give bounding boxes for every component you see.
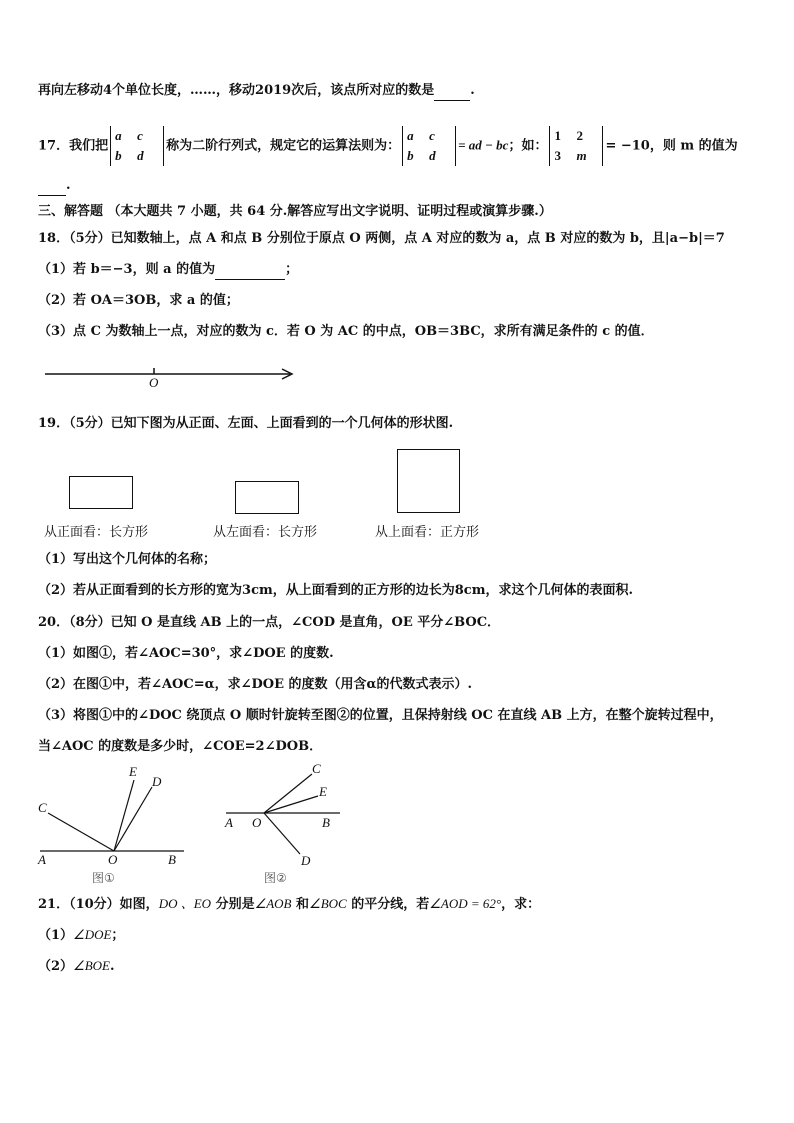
determinant-abcd-rule: a c b d [402, 126, 456, 166]
label-b: B [322, 815, 330, 830]
answer-blank [215, 261, 285, 280]
ray-oc [264, 774, 312, 813]
q20-stem: 20．（8分）已知 O 是直线 AB 上的一点，∠COD 是直角，OE 平分∠BOC． [38, 615, 501, 630]
answer-blank [434, 82, 470, 101]
label-e: E [129, 764, 137, 779]
q19-part1: （1）写出这个几何体的名称； [38, 552, 217, 567]
label-a: A [38, 852, 46, 867]
q21-stem: 21．（10分）如图，DO 、EO 分别是∠AOB 和∠BOC 的平分线，若∠AOD = 62°，求： [38, 896, 541, 912]
label-c: C [38, 800, 47, 815]
origin-label: O [149, 375, 159, 390]
q19-part2: （2）若从正面看到的长方形的宽为3cm，从上面看到的正方形的边长为8cm，求这个几何体的表面积. [38, 583, 634, 598]
q18-part3: （3）点 C 为数轴上一点，对应的数为 c．若 O 为 AC 的中点，OB＝3BC，求所有满足条件的 c 的值． [38, 324, 654, 339]
label-b: B [168, 852, 176, 867]
q21-part2: （2）∠BOE. [38, 958, 115, 974]
q20-part3a: （3）将图①中的∠DOC 绕顶点 O 顺时针旋转至图②的位置，且保持射线 OC 在直线 AB 上方，在整个旋转过程中， [38, 708, 723, 723]
determinant-abcd: a c b d [110, 126, 164, 166]
figure-2-caption: 图② [264, 871, 287, 885]
label-e: E [319, 784, 327, 799]
top-view-caption: 从上面看：正方形 [375, 525, 480, 540]
figure-2 [220, 760, 350, 888]
q17: 17．我们把a c b d称为二阶行列式，规定它的运算法则为：a c b d= ad − bc；如：1 2 3 m= −10，则 m 的值为 [38, 126, 738, 166]
label-d: D [152, 774, 162, 789]
label-o: O [108, 852, 118, 867]
front-view-rectangle [69, 476, 133, 509]
q18-part2: （2）若 OA＝3OB，求 a 的值； [38, 293, 239, 308]
label-o: O [252, 815, 262, 830]
ray-oe [114, 780, 134, 851]
label-c: C [312, 761, 321, 776]
q21-part1: （1）∠DOE； [38, 927, 125, 943]
front-view-caption: 从正面看：长方形 [44, 525, 149, 540]
left-view-rectangle [235, 481, 299, 514]
figure-1-caption: 图① [92, 871, 115, 885]
label-d: D [301, 853, 311, 868]
q18-stem: 18．（5分）已知数轴上，点 A 和点 B 分别位于原点 O 两侧，点 A 对应的数为 a，点 B 对应的数为 b，且|a−b|＝7 [38, 231, 725, 246]
top-view-square [397, 449, 460, 513]
label-a: A [225, 815, 233, 830]
q19-stem: 19．（5分）已知下图为从正面、左面、上面看到的一个几何体的形状图. [38, 416, 454, 431]
q20-part2: （2）在图①中，若∠AOC=α，求∠DOE 的度数（用含α的代数式表示）. [38, 677, 473, 692]
ray-od [264, 813, 300, 854]
q16-tail: 再向左移动4个单位长度，……，移动2019次后，该点所对应的数是 . [38, 82, 475, 101]
number-line [40, 362, 300, 390]
left-view-caption: 从左面看：长方形 [213, 525, 318, 540]
ray-oe [264, 796, 318, 813]
answer-blank [38, 177, 66, 196]
figure-1 [34, 760, 194, 888]
q18-part1: （1）若 b＝−3，则 a 的值为 ； [38, 261, 298, 280]
q20-part1: （1）如图①，若∠AOC=30°，求∠DOE 的度数. [38, 646, 334, 661]
q20-part3b: 当∠AOC 的度数是多少时，∠COE=2∠DOB． [38, 739, 323, 754]
q17-answer: . [38, 177, 71, 196]
ray-oc [48, 813, 114, 851]
ray-od [114, 787, 152, 851]
section-heading: 三、解答题 （本大题共 7 小题，共 64 分.解答应写出文字说明、证明过程或演算步骤.） [38, 204, 552, 219]
determinant-example: 1 2 3 m [549, 126, 603, 166]
